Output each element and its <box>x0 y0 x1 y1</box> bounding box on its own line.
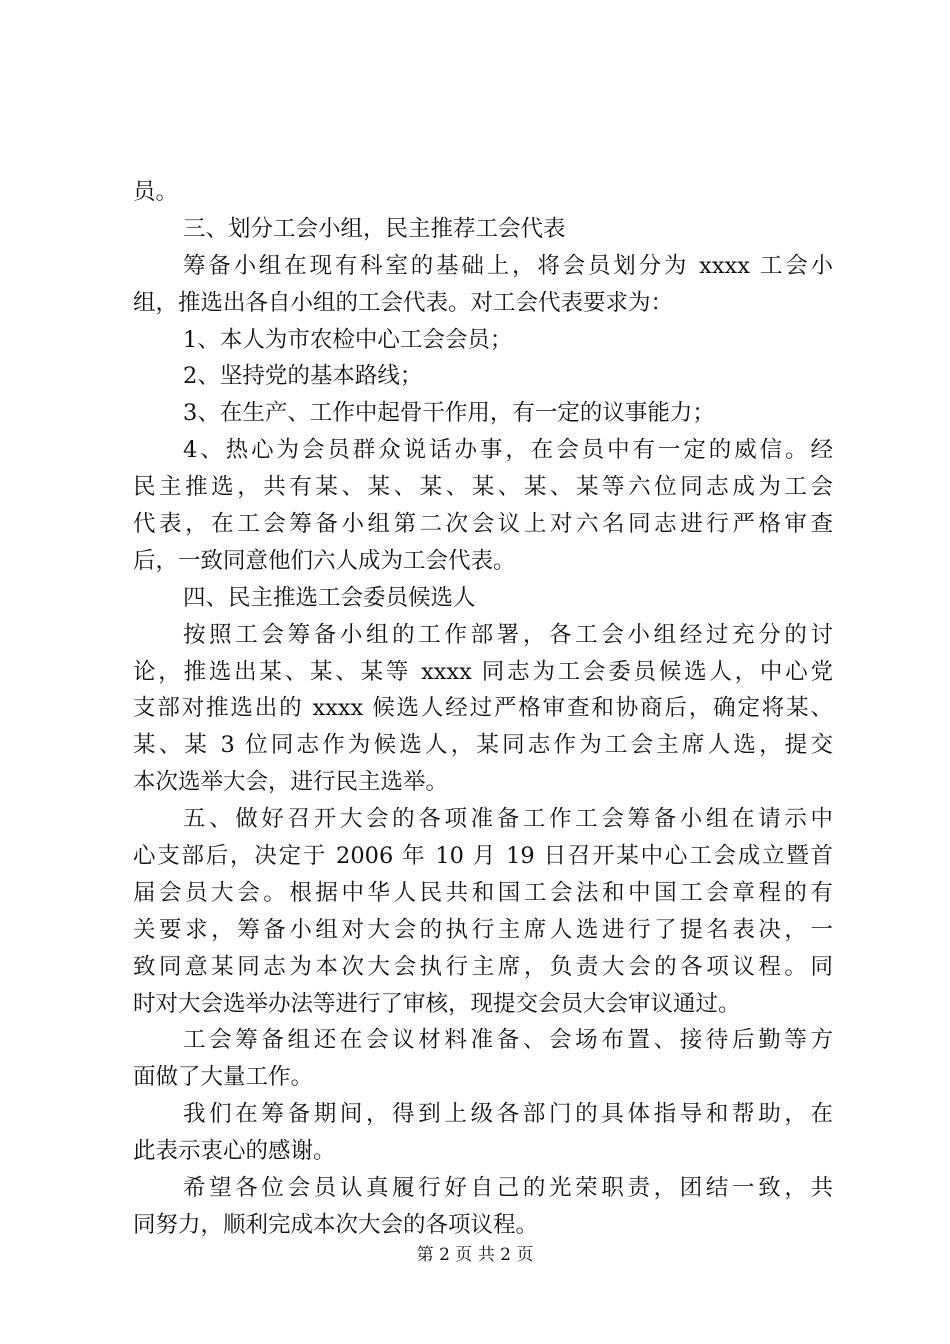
text-line: 员。 <box>133 179 179 205</box>
text-line: 面做了大量工作。 <box>133 1064 314 1091</box>
text-line: 论，推选出某、某、某等 xxxx 同志为工会委员候选人，中心党 <box>133 658 833 685</box>
text-line: 本次选举大会，进行民主选举。 <box>133 769 449 796</box>
text-line: 此表示衷心的感谢。 <box>133 1138 336 1165</box>
text-line: 三、划分工会小组，民主推荐工会代表 <box>183 215 566 242</box>
text-line: 我们在筹备期间，得到上级各部门的具体指导和帮助，在 <box>183 1101 833 1128</box>
text-line: 支部对推选出的 xxxx 候选人经过严格审查和协商后，确定将某、 <box>133 695 833 722</box>
text-line: 四、民主推选工会委员候选人 <box>183 584 476 611</box>
text-line: 4、热心为会员群众说话办事，在会员中有一定的威信。经 <box>183 437 833 464</box>
text-line: 同努力，顺利完成本次大会的各项议程。 <box>133 1211 539 1238</box>
text-line: 1、本人为市农检中心工会会员； <box>183 326 513 353</box>
page-footer: 第 2 页 共 2 页 <box>416 1245 534 1265</box>
text-line: 3、在生产、工作中起骨干作用，有一定的议事能力； <box>183 400 715 427</box>
text-line: 届会员大会。根据中华人民共和国工会法和中国工会章程的有 <box>133 879 833 906</box>
text-line: 民主推选，共有某、某、某、某、某、某等六位同志成为工会 <box>133 474 833 501</box>
text-line: 某、某 3 位同志作为候选人，某同志作为工会主席人选，提交 <box>133 732 833 759</box>
text-line: 代表，在工会筹备小组第二次会议上对六名同志进行严格审查 <box>133 511 833 538</box>
text-line: 后，一致同意他们六人成为工会代表。 <box>133 547 516 574</box>
text-line: 致同意某同志为本次大会执行主席，负责大会的各项议程。同 <box>133 953 833 980</box>
text-line: 五、做好召开大会的各项准备工作工会筹备小组在请示中 <box>183 806 833 833</box>
text-line: 时对大会选举办法等进行了审核，现提交会员大会审议通过。 <box>133 990 741 1017</box>
text-line: 工会筹备组还在会议材料准备、会场布置、接待后勤等方 <box>183 1027 833 1054</box>
text-line: 2、坚持党的基本路线； <box>183 363 423 390</box>
text-line: 关要求，筹备小组对大会的执行主席人选进行了提名表决，一 <box>133 916 833 943</box>
text-line: 心支部后，决定于 2006 年 10 月 19 日召开某中心工会成立暨首 <box>133 843 833 870</box>
text-line: 希望各位会员认真履行好自己的光荣职责，团结一致，共 <box>183 1175 833 1202</box>
document-body <box>133 174 833 1244</box>
text-line: 按照工会筹备小组的工作部署，各工会小组经过充分的讨 <box>183 621 833 648</box>
text-line: 筹备小组在现有科室的基础上，将会员划分为 xxxx 工会小 <box>183 252 833 279</box>
text-line: 组，推选出各自小组的工会代表。对工会代表要求为： <box>133 289 674 316</box>
